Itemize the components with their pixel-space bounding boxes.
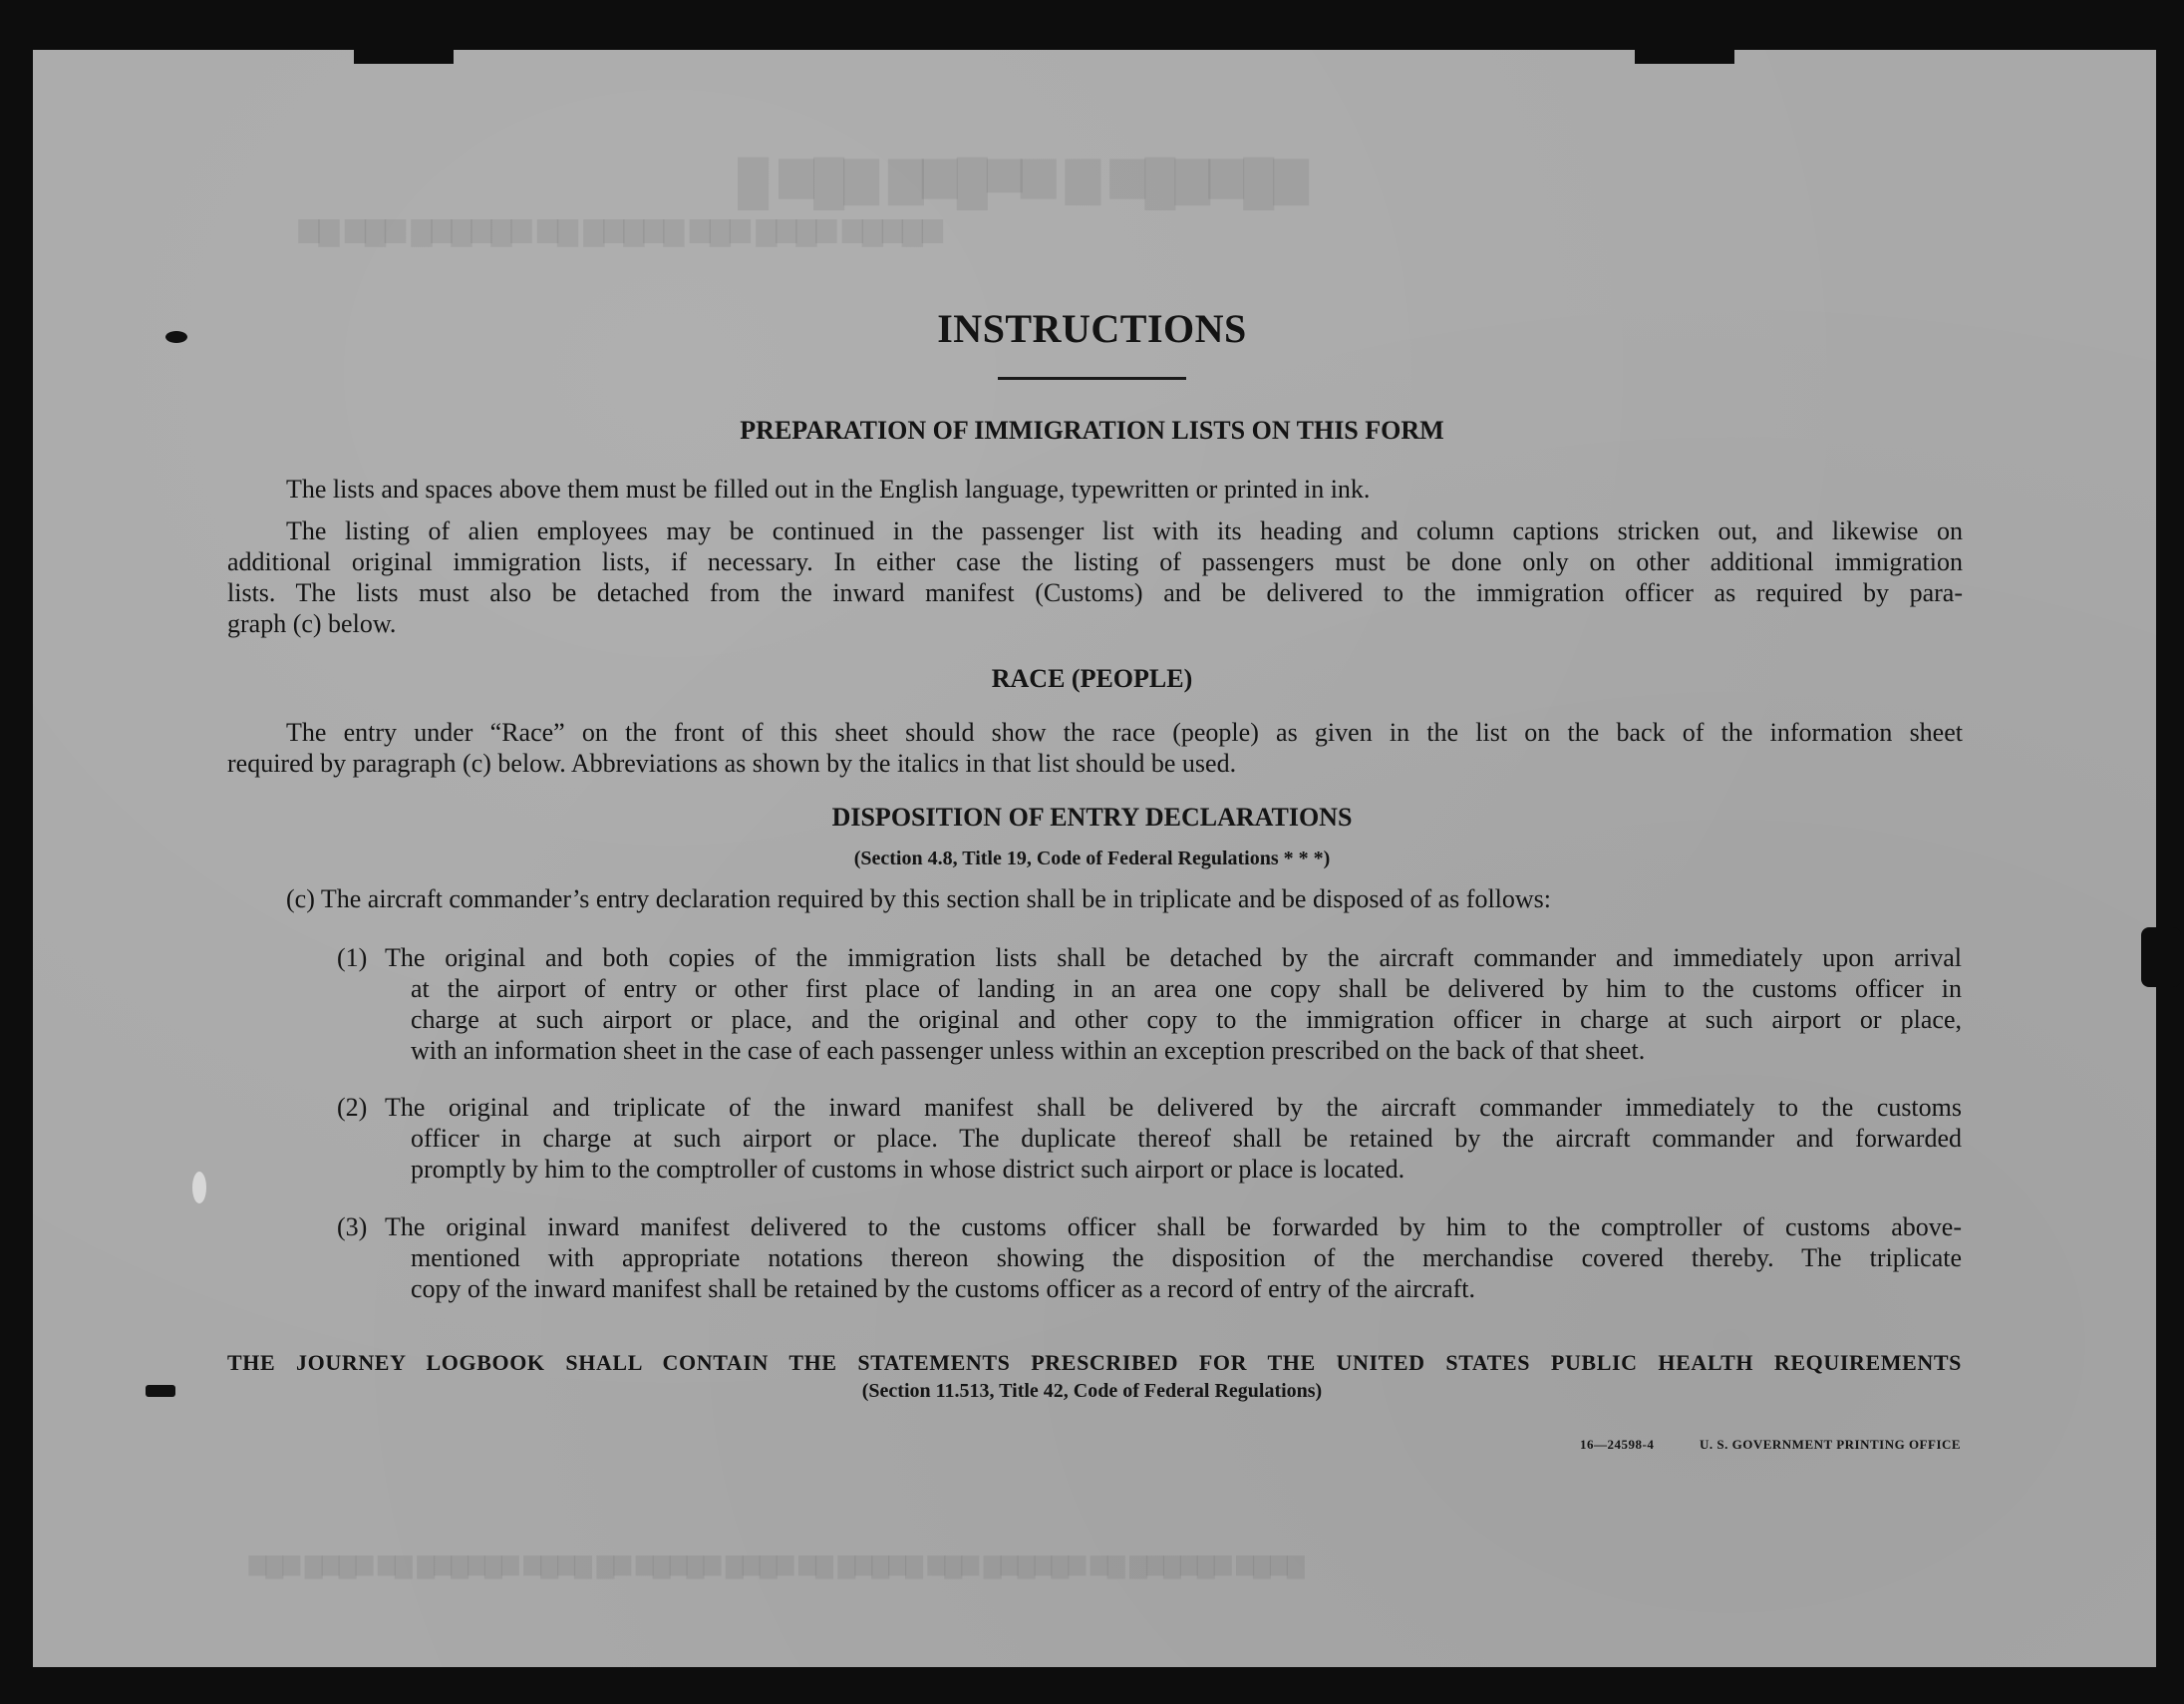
paragraph-line: additional original immigration lists, if necessary. In either case the listing of passengers must be done only on other additional immigration xyxy=(227,547,1963,576)
paragraph-line: lists. The lists must also be detached from the inward manifest (Customs) and be delivered to the immigration officer as required by para- xyxy=(227,578,1963,607)
list-item-line: The original and triplicate of the inward manifest shall be delivered by the aircraft commander immediately to the customs xyxy=(385,1093,1962,1122)
scan-edge-mark xyxy=(2141,927,2181,987)
citation-title-19: (Section 4.8, Title 19, Code of Federal Regulations * * *) xyxy=(853,848,1331,869)
paragraph-line: required by paragraph (c) below. Abbreviations as shown by the italics in that list should be used. xyxy=(227,749,1237,778)
list-item-line: copy of the inward manifest shall be retained by the customs officer as a record of entry of the aircraft. xyxy=(411,1274,1475,1303)
paragraph-fill-instructions xyxy=(286,474,1961,505)
list-item xyxy=(337,1092,1962,1185)
list-item-number: (3) xyxy=(337,1212,368,1241)
section-heading-disposition: DISPOSITION OF ENTRY DECLARATIONS xyxy=(831,803,1353,832)
paragraph-line: The listing of alien employees may be continued in the passenger list with its heading and column captions stricken out, and likewise on xyxy=(286,516,1963,545)
scan-edge-mark xyxy=(354,50,454,64)
paper-hole xyxy=(192,1172,206,1203)
citation-title-42: (Section 11.513, Title 42, Code of Federal Regulations) xyxy=(861,1380,1323,1402)
list-item xyxy=(337,1211,1962,1304)
section-heading-race: RACE (PEOPLE) xyxy=(991,664,1193,693)
page-title: INSTRUCTIONS xyxy=(937,306,1247,351)
list-item-number: (2) xyxy=(337,1093,368,1122)
form-number: 16—24598-4 xyxy=(1580,1437,1655,1452)
paragraph-line: graph (c) below. xyxy=(227,609,397,638)
paragraph-race xyxy=(227,717,1963,779)
list-item-line: with an information sheet in the case of each passenger unless within an exception prescribed on the back of that sheet. xyxy=(411,1036,1646,1065)
list-item-line: at the airport of entry or other first place of landing in an area one copy shall be delivered by him to the customs officer in xyxy=(411,974,1962,1003)
list-item-line: charge at such airport or place, and the original and other copy to the immigration officer in charge at such airport or place, xyxy=(411,1005,1962,1034)
scan-edge-mark xyxy=(1635,50,1734,64)
list-item-line: The original inward manifest delivered to the customs officer shall be forwarded by him to the comptroller of customs above- xyxy=(385,1212,1962,1241)
paragraph-alien-employees xyxy=(227,515,1963,639)
title-underline xyxy=(998,377,1186,380)
printer-imprint: U. S. GOVERNMENT PRINTING OFFICE xyxy=(1700,1437,1962,1452)
public-health-statement: THE JOURNEY LOGBOOK SHALL CONTAIN THE STATEMENTS PRESCRIBED FOR THE UNITED STATES PUBLIC HEALTH REQUIREMENTS xyxy=(227,1350,1962,1375)
paragraph-line: (c) The aircraft commander’s entry declaration required by this section shall be in triplicate and be disposed of as follows: xyxy=(286,884,1552,913)
list-item-line: promptly by him to the comptroller of customs in whose district such airport or place is located. xyxy=(411,1155,1405,1184)
paragraph-line: The entry under “Race” on the front of this sheet should show the race (people) as given in the list on the back of the information sheet xyxy=(286,718,1963,747)
list-item-line: The original and both copies of the immigration lists shall be detached by the aircraft commander and immediately upon arrival xyxy=(385,943,1962,972)
list-item-line: officer in charge at such airport or place. The duplicate thereof shall be retained by the aircraft commander and forwarded xyxy=(411,1124,1962,1153)
section-heading-preparation: PREPARATION OF IMMIGRATION LISTS ON THIS FORM xyxy=(740,416,1444,445)
list-item-line: mentioned with appropriate notations thereon showing the disposition of the merchandise covered thereby. The triplicate xyxy=(411,1243,1962,1272)
paragraph-disposition-intro xyxy=(286,883,1961,914)
list-item xyxy=(337,942,1962,1066)
list-item-number: (1) xyxy=(337,943,368,972)
paragraph-line: The lists and spaces above them must be filled out in the English language, typewritten or printed in ink. xyxy=(286,475,1371,504)
